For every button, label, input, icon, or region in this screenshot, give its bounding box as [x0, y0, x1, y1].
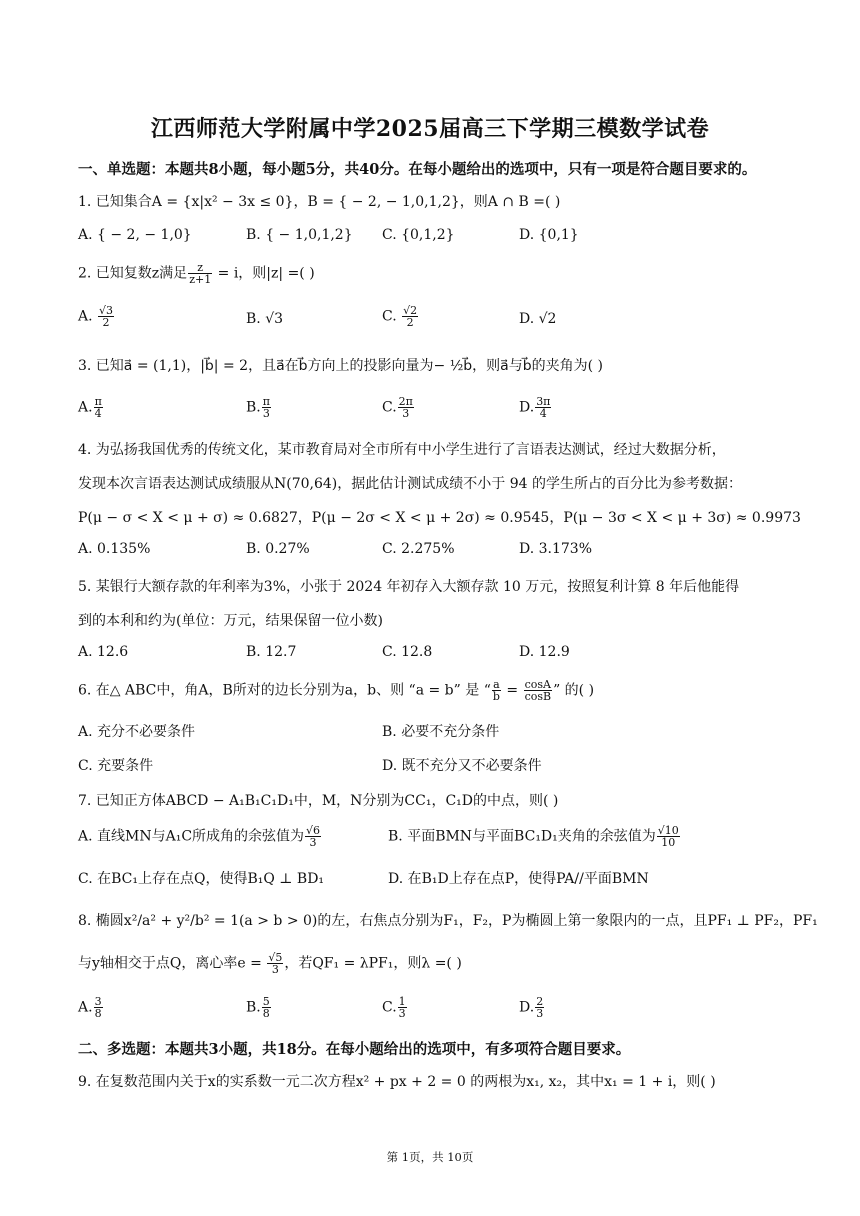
q8-option-c: C. $\frac{1}{3}$ [382, 995, 406, 1020]
question-9: 9. 在复数范围内关于x的实系数一元二次方程x² + px + 2 = 0 的两根为x₁, x₂，其中x₁ = 1 + i，则( ) [78, 1074, 716, 1090]
q5-option-b: B. 12.7 [246, 644, 297, 660]
q7-option-b: B. 平面BMN与平面BC₁D₁夹角的余弦值为 $\frac{√10}{10}$ [388, 824, 679, 849]
q6-option-b: B. 必要不充分条件 [382, 724, 500, 740]
page-footer: 第 1页，共 10页 [386, 1150, 474, 1164]
q1-option-a: A. { − 2, − 1,0} [78, 227, 192, 243]
q5-option-c: C. 12.8 [382, 644, 433, 660]
page-title: 江西师范大学附属中学2025届高三下学期三模数学试卷 [150, 116, 710, 142]
question-4-line-2: 发现本次言语表达测试成绩服从N(70,64)，据此估计测试成绩不小于 94 的学生所占的百分比为参考数据： [78, 476, 742, 492]
q2-stem-suffix: = i，则|z| =( ) [213, 265, 315, 282]
q3-option-d: D. $\frac{3\pi}{4}$ [519, 395, 551, 420]
q3-option-b: B. $\frac{\pi}{3}$ [246, 395, 270, 420]
q4-option-c: C. 2.275% [382, 541, 455, 557]
q7-option-a: A. 直线MN与A₁C所成角的余弦值为 $\frac{√6}{3}$ [78, 824, 321, 849]
section-heading-single: 一、单选题：本题共8小题，每小题5分，共40分。在每小题给出的选项中，只有一项是符合题目要求的。 [78, 161, 757, 178]
q8-option-a: A. $\frac{3}{8}$ [78, 995, 102, 1020]
q2-option-b: B. √3 [246, 311, 284, 327]
q7-option-c: C. 在BC₁上存在点Q，使得B₁Q ⊥ BD₁ [78, 871, 325, 887]
question-8-line-2: 与y轴相交于点Q，离心率e = $\frac{√5}{3}$ ，若QF₁ = λPF₁，则λ =( ) [78, 951, 462, 976]
question-5-line-1: 5. 某银行大额存款的年利率为3%，小张于 2024 年初存入大额存款 10 万元，按照复利计算 8 年后他能得 [78, 579, 740, 595]
section-heading-multiple: 二、多选题：本题共3小题，共18分。在每小题给出的选项中，有多项符合题目要求。 [78, 1041, 631, 1058]
question-7: 7. 已知正方体ABCD − A₁B₁C₁D₁中，M，N分别为CC₁，C₁D的中点，则( ) [78, 793, 559, 809]
q1-option-c: C. {0,1,2} [382, 227, 455, 243]
question-8-line-1: 8. 椭圆x²/a² + y²/b² = 1(a > b > 0)的左，右焦点分别为F₁，F₂，P为椭圆上第一象限内的一点，且PF₁ ⊥ PF₂，PF₁ [78, 913, 818, 929]
q4-option-a: A. 0.135% [78, 541, 151, 557]
question-2 [78, 262, 848, 285]
question-5-line-2: 到的本利和约为(单位：万元，结果保留一位小数) [78, 613, 383, 629]
q2-stem-fraction: $\frac{z}{z+1}$ [189, 261, 212, 286]
q3-option-a: A. $\frac{\pi}{4}$ [78, 395, 102, 420]
q5-option-a: A. 12.6 [78, 644, 129, 660]
q2-option-c: C. $\frac{√2}{2}$ [382, 304, 418, 329]
q2-option-a: A. $\frac{√3}{2}$ [78, 304, 114, 329]
q3-option-c: C. $\frac{2\pi}{3}$ [382, 395, 413, 420]
q2-stem-prefix: 2. 已知复数z满足 [78, 265, 188, 282]
q5-option-d: D. 12.9 [519, 644, 570, 660]
q4-option-d: D. 3.173% [519, 541, 593, 557]
question-1: 1. 已知集合A = {x|x² − 3x ≤ 0}，B = { − 2, − 1,0,1,2}，则A ∩ B =( ) [78, 194, 561, 210]
question-4-line-3: P(μ − σ < X < μ + σ) ≈ 0.6827，P(μ − 2σ < X < μ + 2σ) ≈ 0.9545，P(μ − 3σ < X < μ + 3σ) ≈ 0.9973 [78, 510, 801, 526]
q8-option-d: D. $\frac{2}{3}$ [519, 995, 544, 1020]
q8-option-b: B. $\frac{5}{8}$ [246, 995, 270, 1020]
question-4-line-1: 4. 为弘扬我国优秀的传统文化，某市教育局对全市所有中小学生进行了言语表达测试，经过大数据分析， [78, 442, 726, 458]
q6-option-c: C. 充要条件 [78, 758, 154, 774]
question-6: 6. 在△ ABC中，角A，B所对的边长分别为a，b、则 “a = b” 是 “ $\frac{a}{b}$ = $\frac{\cos A}{\cos B}$ ” 的( ) [78, 678, 595, 703]
q7-option-d: D. 在B₁D上存在点P，使得PA//平面BMN [388, 871, 649, 887]
q6-option-d: D. 既不充分又不必要条件 [382, 758, 542, 774]
q4-option-b: B. 0.27% [246, 541, 310, 557]
q1-option-b: B. { − 1,0,1,2} [246, 227, 353, 243]
question-3: 3. 已知a⃗ = (1,1)，|b⃗| = 2，且a⃗在b⃗方向上的投影向量为− ½b⃗，则a⃗与b⃗的夹角为( ) [78, 358, 604, 374]
q6-option-a: A. 充分不必要条件 [78, 724, 196, 740]
q1-option-d: D. {0,1} [519, 227, 579, 243]
q2-option-d: D. √2 [519, 311, 557, 327]
